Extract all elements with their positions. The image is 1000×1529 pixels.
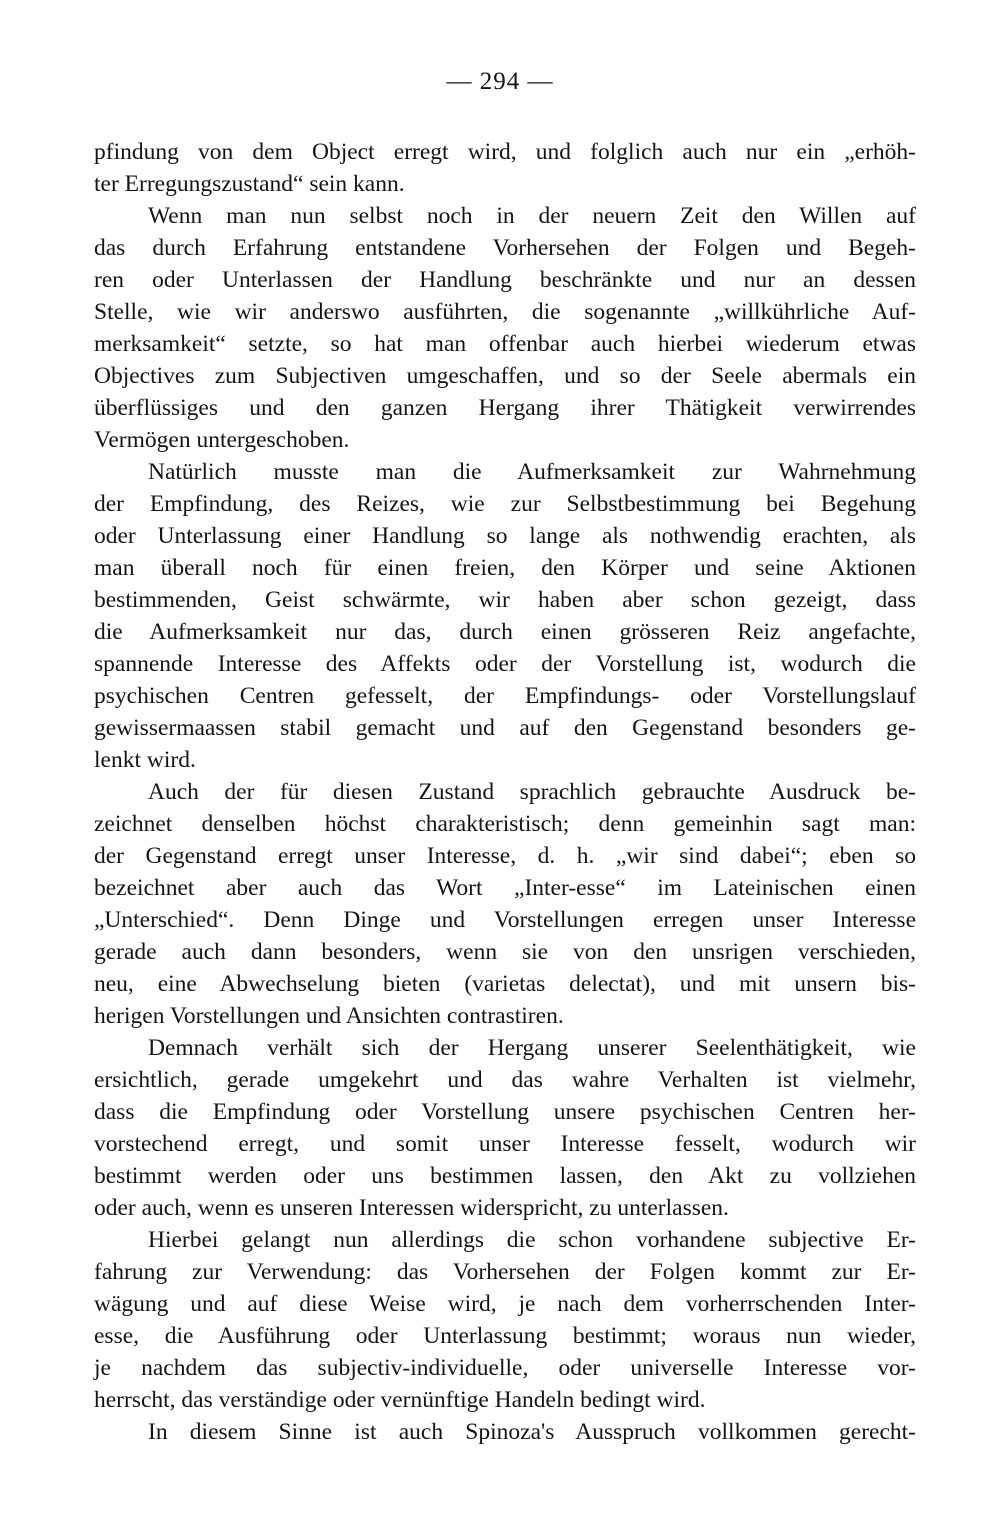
text-line: der Empfindung, des Reizes, wie zur Selbstbestimmung bei Begehung [94, 491, 916, 517]
text-line: ren oder Unterlassen der Handlung beschränkte und nur an dessen [94, 267, 916, 293]
text-line: herigen Vorstellungen und Ansichten contrastiren. [94, 1003, 564, 1029]
text-line: In diesem Sinne ist auch Spinoza's Ausspruch vollkommen gerecht- [148, 1419, 916, 1445]
text-line: dass die Empfindung oder Vorstellung unsere psychischen Centren her- [94, 1099, 916, 1125]
text-line: spannende Interesse des Affekts oder der Vorstellung ist, wodurch die [94, 651, 916, 677]
text-line: je nachdem das subjectiv-individuelle, oder universelle Interesse vor- [94, 1355, 916, 1381]
text-line: merksamkeit“ setzte, so hat man offenbar auch hierbei wiederum etwas [94, 331, 916, 357]
text-line: neu, eine Abwechselung bieten (varietas delectat), und mit unsern bis- [94, 971, 916, 997]
text-line: fahrung zur Verwendung: das Vorhersehen der Folgen kommt zur Er- [94, 1259, 916, 1285]
text-line: das durch Erfahrung entstandene Vorhersehen der Folgen und Begeh- [94, 235, 916, 261]
text-line: bezeichnet aber auch das Wort „Inter-esse“ im Lateinischen einen [94, 875, 916, 901]
page-number: — 294 — [446, 68, 554, 95]
text-line: Vermögen untergeschoben. [94, 427, 350, 453]
text-line: Demnach verhält sich der Hergang unserer Seelenthätigkeit, wie [148, 1035, 916, 1061]
text-line: gerade auch dann besonders, wenn sie von den unsrigen verschieden, [94, 939, 916, 965]
text-line: man überall noch für einen freien, den Körper und seine Aktionen [94, 555, 916, 581]
text-line: Stelle, wie wir anderswo ausführten, die sogenannte „willkührliche Auf- [94, 299, 916, 325]
text-line: pfindung von dem Object erregt wird, und folglich auch nur ein „erhöh- [94, 139, 916, 165]
text-line: bestimmenden, Geist schwärmte, wir haben aber schon gezeigt, dass [94, 587, 916, 613]
text-line: lenkt wird. [94, 747, 196, 773]
text-line: Wenn man nun selbst noch in der neuern Zeit den Willen auf [148, 203, 916, 229]
text-line: wägung und auf diese Weise wird, je nach dem vorherrschenden Inter- [94, 1291, 916, 1317]
text-line: vorstechend erregt, und somit unser Interesse fesselt, wodurch wir [94, 1131, 916, 1157]
text-line: bestimmt werden oder uns bestimmen lassen, den Akt zu vollziehen [94, 1163, 916, 1189]
text-line: der Gegenstand erregt unser Interesse, d. h. „wir sind dabei“; eben so [94, 843, 916, 869]
text-line: ersichtlich, gerade umgekehrt und das wahre Verhalten ist vielmehr, [94, 1067, 916, 1093]
text-line: „Unterschied“. Denn Dinge und Vorstellungen erregen unser Interesse [94, 907, 916, 933]
text-line: oder auch, wenn es unseren Interessen widerspricht, zu unterlassen. [94, 1195, 729, 1221]
text-line: zeichnet denselben höchst charakteristisch; denn gemeinhin sagt man: [94, 811, 916, 837]
text-line: Objectives zum Subjectiven umgeschaffen, und so der Seele abermals ein [94, 363, 916, 389]
text-line: oder Unterlassung einer Handlung so lange als nothwendig erachten, als [94, 523, 916, 549]
text-line: psychischen Centren gefesselt, der Empfindungs- oder Vorstellungslauf [94, 683, 916, 709]
text-line: Hierbei gelangt nun allerdings die schon vorhandene subjective Er- [148, 1227, 916, 1253]
text-line: überflüssiges und den ganzen Hergang ihrer Thätigkeit verwirrendes [94, 395, 916, 421]
text-line: ter Erregungszustand“ sein kann. [94, 171, 405, 197]
text-line: gewissermaassen stabil gemacht und auf den Gegenstand besonders ge- [94, 715, 916, 741]
text-line: die Aufmerksamkeit nur das, durch einen grösseren Reiz angefachte, [94, 619, 916, 645]
text-line: Auch der für diesen Zustand sprachlich gebrauchte Ausdruck be- [148, 779, 916, 805]
text-line: herrscht, das verständige oder vernünftige Handeln bedingt wird. [94, 1387, 706, 1413]
text-line: esse, die Ausführung oder Unterlassung bestimmt; woraus nun wieder, [94, 1323, 916, 1349]
text-line: Natürlich musste man die Aufmerksamkeit zur Wahrnehmung [148, 459, 916, 485]
